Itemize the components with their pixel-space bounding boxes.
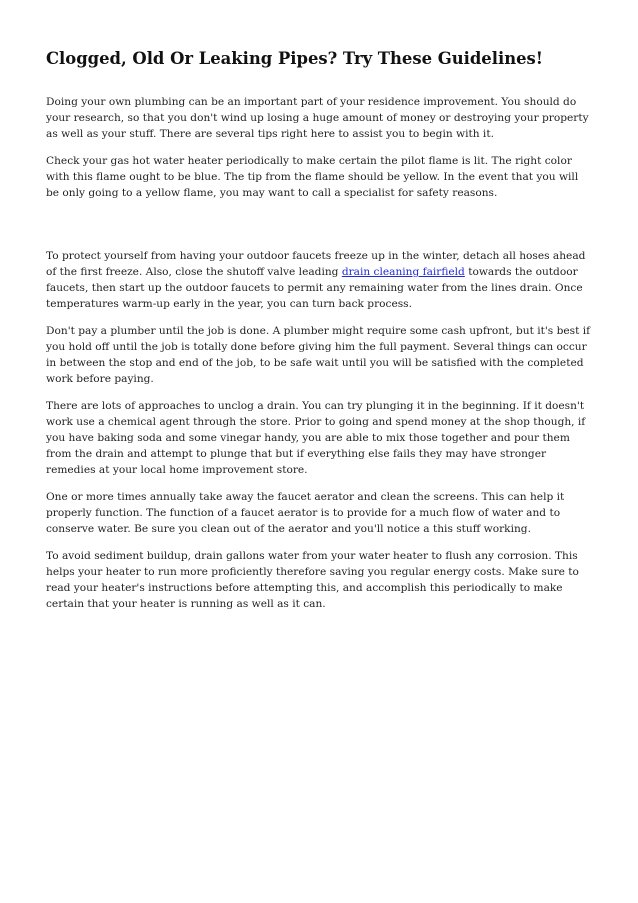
blank-space [46,212,594,248]
document-page [46,48,594,623]
paragraph-text: To protect yourself from having your outdoor faucets freeze up in the winter, detach all hoses ahead of the first freeze. Also, close the shutoff valve leading [46,250,586,278]
paragraph-gas-heater: Check your gas hot water heater periodically to make certain the pilot flame is lit. The right color with this flame ought to be blue. The tip from the flame should be yellow. In the event that you will be only going to a yellow flame, you may want to call a specialist for safety reasons. [46,155,579,199]
paragraph-text: towards the outdoor faucets, then start up the outdoor faucets to permit any remaining water from the lines drain. Once temperatures warm-up early in the year, you can turn back process. [46,266,583,310]
paragraph-faucet-aerator: One or more times annually take away the faucet aerator and clean the screens. This can help it properly function. The function of a faucet aerator is to provide for a much flow of water and to conserve water. Be sure you clean out of the aerator and you'll notice a this stuff working. [46,491,565,535]
paragraph-intro: Doing your own plumbing can be an important part of your residence improvement. You should do your research, so that you don't wind up losing a huge amount of money or destroying your property as well as your stuff. There are several tips right here to assist you to begin with it. [46,96,589,140]
page-title: Clogged, Old Or Leaking Pipes? Try These Guidelines! [46,49,543,68]
paragraph-sediment: To avoid sediment buildup, drain gallons water from your water heater to flush any corrosion. This helps your heater to run more proficiently therefore saving you regular energy costs. Make sure to read your heater's instructions before attempting this, and accomplish this periodically to make certain that your heater is running as well as it can. [46,550,579,610]
drain-cleaning-link[interactable]: drain cleaning fairfield [341,266,465,278]
paragraph-outdoor-faucets [46,248,594,312]
paragraph-unclog-drain: There are lots of approaches to unclog a drain. You can try plunging it in the beginning. If it doesn't work use a chemical agent through the store. Prior to going and spend money at the shop though, if you have baking soda and some vinegar handy, you are able to mix those together and pour them from the drain and attempt to plunge that but if everything else fails they may have stronger remedies at your local home improvement store. [46,400,586,476]
paragraph-pay-plumber: Don't pay a plumber until the job is done. A plumber might require some cash upfront, but it's best if you hold off until the job is totally done before giving him the full payment. Several things can occur in between the stop and end of the job, to be safe wait until you will be satisfied with the completed work before paying. [46,325,591,385]
